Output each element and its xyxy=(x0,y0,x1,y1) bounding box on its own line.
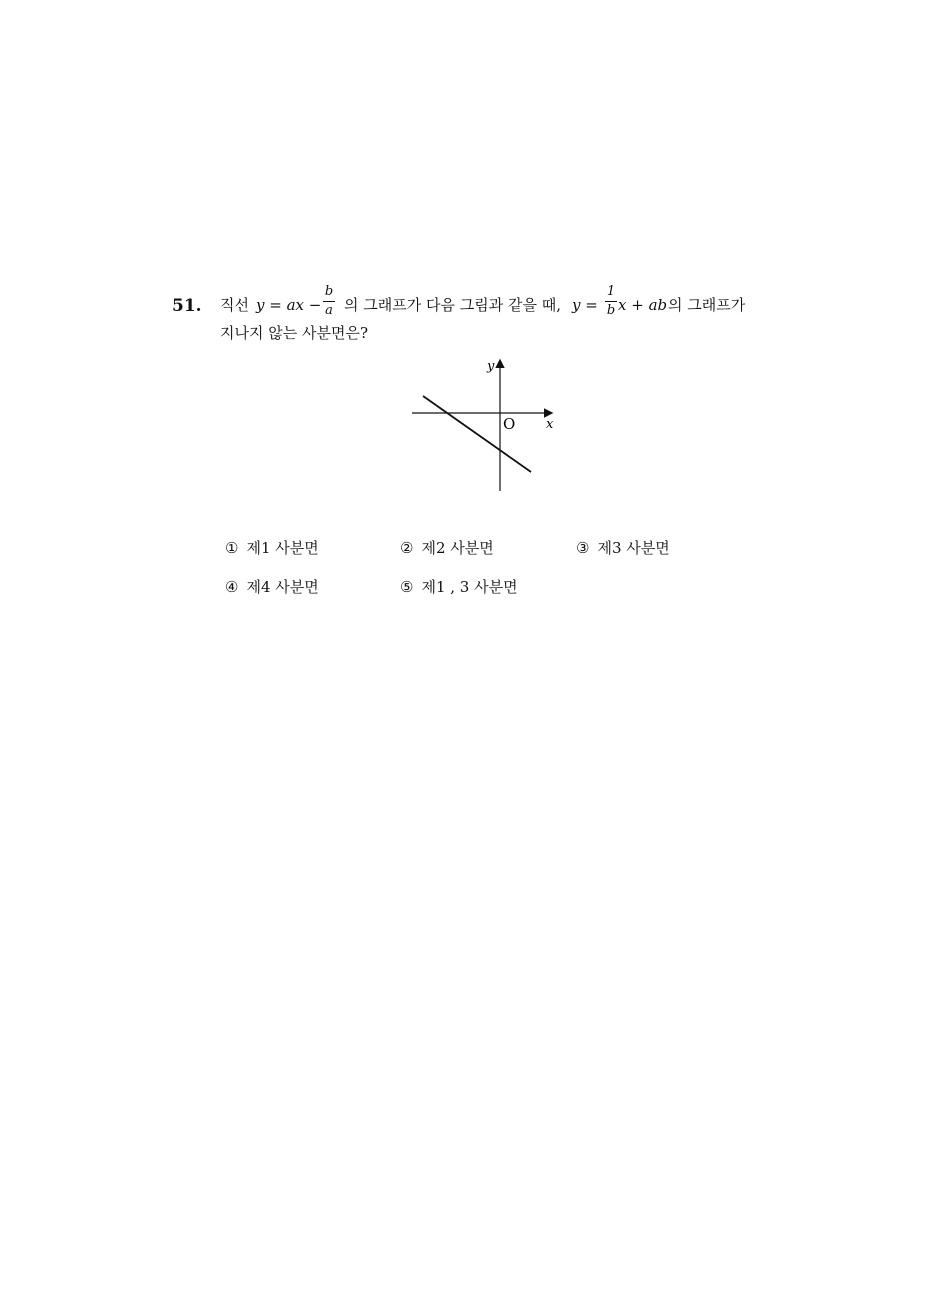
choice-marker: ② xyxy=(400,539,414,557)
equation-2-rhs: x + ab xyxy=(618,296,668,314)
equation-2-lhs: y = xyxy=(572,296,598,314)
choice-label: 제3 사분면 xyxy=(597,539,670,557)
choice-4[interactable] xyxy=(225,576,319,597)
fraction-numerator: b xyxy=(324,284,334,299)
stem-text-1: 직선 xyxy=(220,296,249,314)
choice-1[interactable] xyxy=(225,537,319,558)
fraction-b-over-a xyxy=(322,284,336,319)
fraction-1-over-b xyxy=(604,284,618,319)
fraction-denominator: b xyxy=(606,303,616,318)
question-number: 51. xyxy=(172,296,202,316)
choice-label: 제1 사분면 xyxy=(246,539,319,557)
choice-2[interactable] xyxy=(400,537,494,558)
choice-marker: ④ xyxy=(225,578,239,596)
choice-label: 제4 사분면 xyxy=(246,578,319,596)
line-graph-figure xyxy=(405,352,565,497)
choice-marker: ③ xyxy=(576,539,590,557)
fraction-bar xyxy=(323,301,335,302)
fraction-bar xyxy=(605,301,617,302)
fraction-denominator: a xyxy=(325,303,333,318)
question-line-2: 지나지 않는 사분면은? xyxy=(220,324,368,342)
choice-label: 제2 사분면 xyxy=(421,539,494,557)
choice-3[interactable] xyxy=(576,537,670,558)
stem-text-2: 의 그래프가 다음 그림과 같을 때, xyxy=(344,296,561,314)
x-axis-label: x xyxy=(546,417,554,432)
origin-label: O xyxy=(503,415,516,433)
choice-5[interactable] xyxy=(400,576,518,597)
choice-label: 제1 , 3 사분면 xyxy=(421,578,518,596)
graph-line xyxy=(423,396,531,472)
fraction-numerator: 1 xyxy=(606,284,616,299)
choice-marker: ① xyxy=(225,539,239,557)
choice-marker: ⑤ xyxy=(400,578,414,596)
stem-text-3: 의 그래프가 xyxy=(668,296,746,314)
graph-svg xyxy=(405,352,565,497)
equation-1-lhs: y = ax − xyxy=(256,296,322,314)
y-axis-label: y xyxy=(487,359,495,374)
